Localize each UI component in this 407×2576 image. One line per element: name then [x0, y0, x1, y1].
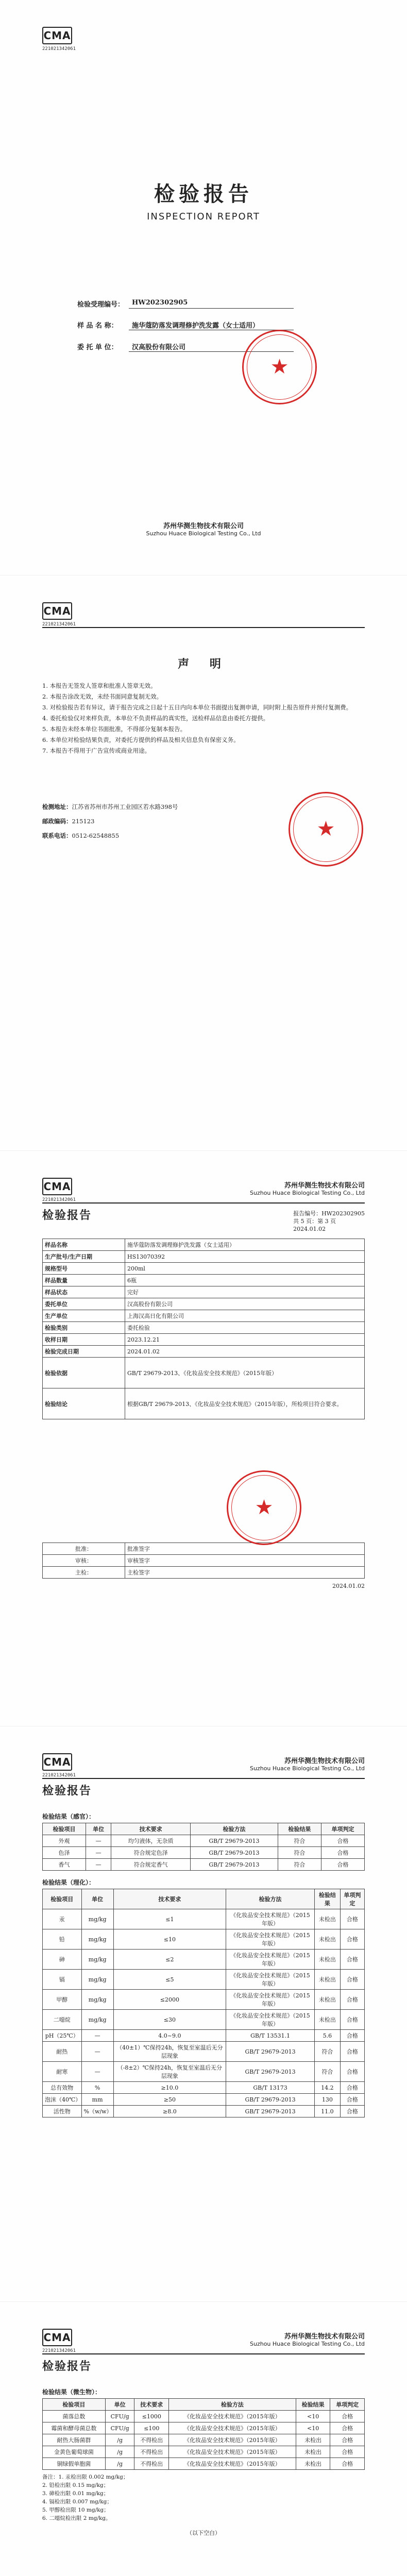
table-cell: 《化妆品安全技术规范》（2015年版） [169, 2446, 296, 2458]
micro-heading: 检验结果（微生物）： [42, 2388, 101, 2396]
column-header: 单项判定 [340, 1889, 364, 1909]
table-cell: ≤1 [113, 1909, 226, 1929]
cma-code: 221021342061 [42, 2348, 76, 2353]
info-key: 样品名称 [43, 1239, 125, 1251]
cover-title: 检验报告 [154, 182, 253, 206]
column-header: 检验方法 [226, 1889, 315, 1909]
table-cell: 合格 [340, 2010, 364, 2030]
column-header: 单项判定 [330, 2399, 365, 2411]
info-value: 6瓶 [125, 1275, 365, 1286]
report-heading [42, 1782, 365, 1799]
info-value: 汉高股份有限公司 [125, 1298, 365, 1310]
cma-logo: C MA [42, 27, 72, 44]
info-value: 2023.12.21 [125, 1334, 365, 1346]
cma-logo: C MA [42, 2329, 72, 2346]
table-row [43, 1990, 365, 2010]
table-cell: 4.0~9.0 [113, 2030, 226, 2042]
table-cell: 合格 [330, 2434, 365, 2446]
table-cell: ≥50 [113, 2094, 226, 2106]
info-row [43, 1298, 365, 1310]
note-line: 4. 镉检出限 0.007 mg/kg； [42, 2499, 112, 2505]
table-row [43, 2422, 365, 2434]
cover-field-label: 样 品 名 称： [77, 322, 118, 330]
table-row [43, 1929, 365, 1950]
cover-field-value: 汉高股份有限公司 [129, 342, 294, 352]
table-cell: 活性物 [43, 2106, 82, 2117]
table-cell: ≤2 [113, 1950, 226, 1970]
info-value: 施华蔻防落发调理修护洗发露（女士适用） [125, 1239, 365, 1251]
table-cell: — [81, 2062, 113, 2082]
note-line: 5. 甲醇检出限 10 mg/kg； [42, 2507, 109, 2513]
table-cell: mg/kg [81, 2010, 113, 2030]
table-cell: 总有效物 [43, 2082, 82, 2094]
cma-logo: C MA [42, 1178, 72, 1195]
table-row [43, 1859, 365, 1871]
info-key: 样品数量 [43, 1275, 125, 1286]
info-row [43, 1286, 365, 1298]
results-page-1 [0, 1726, 407, 2302]
header-rule [42, 627, 365, 628]
statement-item: 3. 对检验报告若有异议，请于报告完成之日起十五日内向本单位书面提出复测申请，同时附上报告原件并预付复测费。 [42, 704, 352, 711]
sensory-table [42, 1823, 365, 1871]
statement-list [42, 681, 365, 757]
table-row [43, 1970, 365, 1990]
note-line: 6. 二噁烷检出限 2 mg/kg。 [42, 2515, 111, 2521]
table-cell: 符合规定香气 [111, 1859, 191, 1871]
cover-subtitle: INSPECTION REPORT [147, 211, 260, 222]
statement-contact [42, 802, 278, 845]
table-cell: 未检出 [296, 2434, 330, 2446]
table-cell: 耐寒 [43, 2062, 82, 2082]
table-cell: GB/T 29679-2013 [191, 1847, 278, 1859]
table-cell: （-8±2）℃保持24h，恢复至室温后无分层现象 [113, 2062, 226, 2082]
table-cell: 合格 [330, 2411, 365, 2422]
table-cell: 均匀液体，无杂质 [111, 1835, 191, 1847]
table-cell: 未检出 [315, 1990, 341, 2010]
table-cell: 菌落总数 [43, 2411, 106, 2422]
table-row [43, 2094, 365, 2106]
inspection-seal [289, 792, 363, 867]
info-value: 委托检验 [125, 1322, 365, 1334]
table-cell: 汞 [43, 1909, 82, 1929]
table-cell: % [81, 2082, 113, 2094]
table-cell: 《化妆品安全技术规范》（2015年版） [169, 2434, 296, 2446]
cma-code: 221021342061 [42, 1197, 76, 1202]
report-info-table [42, 1239, 365, 1419]
signer-row: 审核： 审核签字 [43, 1555, 365, 1567]
table-cell: 合格 [321, 1835, 364, 1847]
table-cell: 《化妆品安全技术规范》（2015年版） [226, 1970, 315, 1990]
table-cell: ≤10 [113, 1929, 226, 1950]
table-row [43, 2030, 365, 2042]
signature-area [42, 1543, 365, 1589]
table-cell: 合格 [340, 1990, 364, 2010]
table-cell: GB/T 29679-2013 [226, 2106, 315, 2117]
column-header: 检验结果 [315, 1889, 341, 1909]
info-row [43, 1388, 365, 1419]
info-row [43, 1358, 365, 1388]
cover-field-row [77, 299, 294, 309]
table-cell: 不得检出 [134, 2446, 169, 2458]
table-cell: 耐热 [43, 2042, 82, 2062]
table-cell: GB/T 29679-2013 [191, 1835, 278, 1847]
table-row [43, 1835, 365, 1847]
cma-mark [42, 2329, 99, 2353]
info-key: 生产单位 [43, 1310, 125, 1322]
table-cell: 泡沫（40℃） [43, 2094, 82, 2106]
table-cell: — [86, 1847, 111, 1859]
info-key: 规格型号 [43, 1263, 125, 1275]
table-cell: 铜绿假单胞菌 [43, 2458, 106, 2470]
info-row [43, 1322, 365, 1334]
cover-field-row [77, 320, 294, 330]
info-value: 完好 [125, 1286, 365, 1298]
table-cell: %（w/w） [81, 2106, 113, 2117]
note-line: 3. 砷检出限 0.01 mg/kg； [42, 2490, 109, 2497]
signer-row: 主检： 主检签字 [43, 1567, 365, 1579]
info-row [43, 1310, 365, 1322]
info-value: GB/T 29679-2013、《化妆品安全技术规范》（2015年版） [125, 1358, 365, 1388]
table-cell: 合格 [340, 2094, 364, 2106]
table-cell: 合格 [321, 1859, 364, 1871]
lab-header: 苏州华测生物技术有限公司 Suzhou Huace Biological Testing Co., Ltd [250, 1757, 365, 1772]
table-cell: 符合规定色泽 [111, 1847, 191, 1859]
table-cell: 《化妆品安全技术规范》（2015年版） [169, 2458, 296, 2470]
inspection-seal [242, 330, 317, 404]
table-cell: 合格 [340, 2030, 364, 2042]
table-row [43, 1909, 365, 1929]
table-cell: 香气 [43, 1859, 86, 1871]
cover-footer [0, 520, 407, 537]
signer-row: 批准： 批准签字 [43, 1543, 365, 1555]
table-cell: ≤30 [113, 2010, 226, 2030]
info-value: 200ml [125, 1263, 365, 1275]
lab-header: 苏州华测生物技术有限公司 Suzhou Huace Biological Testing Co., Ltd [250, 2333, 365, 2347]
table-cell: ≥8.0 [113, 2106, 226, 2117]
statement-item: 2. 本报告涂改无效，未经书面同意复制无效。 [42, 693, 163, 700]
table-cell: 合格 [330, 2446, 365, 2458]
table-cell: 14.2 [315, 2082, 341, 2094]
table-cell: CFU/g [105, 2422, 134, 2434]
table-cell: 合格 [340, 2106, 364, 2117]
table-cell: 符合 [278, 1859, 321, 1871]
table-cell: /g [105, 2434, 134, 2446]
table-row [43, 1950, 365, 1970]
column-header: 检验方法 [169, 2399, 296, 2411]
table-cell: 未检出 [296, 2446, 330, 2458]
header-rule [42, 1778, 365, 1779]
table-row [43, 2458, 365, 2470]
report-title: 检验报告 [42, 1209, 92, 1222]
table-cell: 合格 [321, 1847, 364, 1859]
table-cell: 《化妆品安全技术规范》（2015年版） [169, 2422, 296, 2434]
table-cell: mm [81, 2094, 113, 2106]
info-key: 生产批号/生产日期 [43, 1251, 125, 1263]
table-cell: GB/T 13173 [226, 2082, 315, 2094]
table-row [43, 1847, 365, 1859]
sensory-heading: 检验结果（感官）： [42, 1813, 95, 1820]
header-rule [42, 2353, 365, 2354]
table-cell: ≤5 [113, 1970, 226, 1990]
table-cell: 合格 [340, 2042, 364, 2062]
table-cell: （40±1）℃保持24h，恢复至室温后无分层现象 [113, 2042, 226, 2062]
table-cell: 镉 [43, 1970, 82, 1990]
info-row [43, 1239, 365, 1251]
cover-field-label: 委 托 单 位： [77, 344, 118, 351]
cover-field-label: 检验受理编号： [77, 301, 125, 309]
seal-star-icon: ★ [316, 817, 335, 841]
column-header: 检验结果 [278, 1823, 321, 1835]
cma-mark [42, 602, 99, 627]
lab-header: 苏州华测生物技术有限公司 Suzhou Huace Biological Testing Co., Ltd [250, 1182, 365, 1196]
table-cell: 未检出 [315, 1929, 341, 1950]
table-cell: 甲醇 [43, 1990, 82, 2010]
info-row [43, 1251, 365, 1263]
table-cell: 金黄色葡萄球菌 [43, 2446, 106, 2458]
table-cell: 合格 [340, 2082, 364, 2094]
info-key: 样品状态 [43, 1286, 125, 1298]
table-cell: 二噁烷 [43, 2010, 82, 2030]
table-cell: ≥10.0 [113, 2082, 226, 2094]
report-heading [42, 2358, 365, 2375]
table-cell: 霉菌和酵母菌总数 [43, 2422, 106, 2434]
statement-item: 6. 本单位对检验结果负责，对委托方提供的样品及相关信息负有保密义务。 [42, 736, 240, 743]
table-cell: 《化妆品安全技术规范》（2015年版） [226, 1990, 315, 2010]
column-header: 单项判定 [321, 1823, 364, 1835]
table-row [43, 2411, 365, 2422]
seal-star-icon: ★ [270, 355, 289, 379]
table-cell: 合格 [340, 1950, 364, 1970]
info-key: 检验类别 [43, 1322, 125, 1334]
table-cell: 合格 [340, 1929, 364, 1950]
table-cell: 耐热大肠菌群 [43, 2434, 106, 2446]
cma-code: 221021342061 [42, 46, 76, 52]
table-cell: 砷 [43, 1950, 82, 1970]
table-cell: 合格 [330, 2458, 365, 2470]
sign-date: 2024.01.02 [332, 1583, 365, 1589]
table-cell: 合格 [340, 1909, 364, 1929]
micro-section [42, 2384, 365, 2537]
report-summary-page [0, 1151, 407, 1726]
table-row [43, 2062, 365, 2082]
info-row [43, 1263, 365, 1275]
physchem-table [42, 1889, 365, 2117]
contact-row: 检测地址：江苏省苏州市苏州工业园区若水路398号 [42, 803, 178, 810]
table-cell: 铅 [43, 1929, 82, 1950]
table-cell: 《化妆品安全技术规范》（2015年版） [226, 1929, 315, 1950]
info-value: 2024.01.02 [125, 1346, 365, 1358]
report-cover-page [0, 0, 407, 575]
table-cell: GB/T 29679-2013 [226, 2094, 315, 2106]
info-value: 上海汉高日化有限公司 [125, 1310, 365, 1322]
table-cell: GB/T 29679-2013 [226, 2062, 315, 2082]
table-cell: 未检出 [315, 2010, 341, 2030]
info-key: 检验结论 [43, 1388, 125, 1419]
column-header: 技术要求 [134, 2399, 169, 2411]
info-row [43, 1275, 365, 1286]
statement-item: 4. 委托检验仅对来样负责，本单位不负责样品的真实性，送检样品信息由委托方提供。 [42, 715, 269, 722]
table-row [43, 2434, 365, 2446]
results-page-2 [0, 2302, 407, 2576]
column-header: 单位 [81, 1889, 113, 1909]
contact-row: 联系电话：0512-62548855 [42, 832, 120, 839]
contact-row: 邮政编码：215123 [42, 818, 95, 825]
table-cell: 外观 [43, 1835, 86, 1847]
table-cell: 未检出 [315, 1950, 341, 1970]
blank-below: （以下空白） [186, 2530, 221, 2536]
table-cell: GB/T 29679-2013 [191, 1859, 278, 1871]
table-row [43, 2446, 365, 2458]
info-value: HS13070392 [125, 1251, 365, 1263]
seal-star-icon: ★ [255, 1496, 274, 1519]
table-cell: — [86, 1835, 111, 1847]
table-row [43, 2082, 365, 2094]
cma-logo: C MA [42, 602, 72, 620]
table-cell: 符合 [315, 2062, 341, 2082]
table-cell: GB/T 13531.1 [226, 2030, 315, 2042]
column-header: 技术要求 [113, 1889, 226, 1909]
table-cell: mg/kg [81, 1909, 113, 1929]
cma-code: 221021342061 [42, 1773, 76, 1778]
table-cell: mg/kg [81, 1950, 113, 1970]
table-cell: 合格 [330, 2422, 365, 2434]
table-cell: 《化妆品安全技术规范》（2015年版） [226, 1950, 315, 1970]
column-header: 检验项目 [43, 1823, 86, 1835]
table-cell: 《化妆品安全技术规范》（2015年版） [169, 2411, 296, 2422]
table-cell: CFU/g [105, 2411, 134, 2422]
table-cell: 不得检出 [134, 2458, 169, 2470]
lab-name-en: Suzhou Huace Biological Testing Co., Ltd [146, 530, 261, 537]
info-row [43, 1334, 365, 1346]
table-cell: 合格 [340, 1970, 364, 1990]
info-value: 根据GB/T 29679-2013、《化妆品安全技术规范》（2015年版），所检项目符合要求。 [125, 1388, 365, 1419]
table-row [43, 2106, 365, 2117]
table-cell: /g [105, 2458, 134, 2470]
report-meta: 报告编号：HW202302905 共 5 页：第 3 页 2024.01.02 [293, 1210, 365, 1232]
report-title: 检验报告 [42, 1785, 92, 1798]
table-cell: 不得检出 [134, 2434, 169, 2446]
cover-field-value: 施华蔻防落发调理修护洗发露（女士适用） [129, 320, 294, 330]
column-header: 单位 [105, 2399, 134, 2411]
table-cell: 符合 [278, 1847, 321, 1859]
table-cell: 《化妆品安全技术规范》（2015年版） [226, 1909, 315, 1929]
table-cell: 《化妆品安全技术规范》（2015年版） [226, 2010, 315, 2030]
table-cell: 色泽 [43, 1847, 86, 1859]
table-cell: 未检出 [315, 1909, 341, 1929]
statement-title: 声 明 [178, 658, 229, 671]
table-cell: ≤1000 [134, 2411, 169, 2422]
info-key: 检验依据 [43, 1358, 125, 1388]
report-heading [42, 1207, 365, 1232]
cover-field-value: HW202302905 [129, 299, 294, 309]
micro-notes [42, 2473, 365, 2522]
column-header: 检验结果 [296, 2399, 330, 2411]
table-cell: <10 [296, 2422, 330, 2434]
report-title: 检验报告 [42, 2360, 92, 2373]
cma-code: 221021342061 [42, 622, 76, 627]
statement-item: 1. 本报告无签发人签章和批准人签章无效。 [42, 682, 157, 689]
table-row [43, 2010, 365, 2030]
table-cell: pH（25℃） [43, 2030, 82, 2042]
info-row [43, 1346, 365, 1358]
table-cell: GB/T 29679-2013 [226, 2042, 315, 2062]
table-cell: 合格 [340, 2062, 364, 2082]
column-header: 检验方法 [191, 1823, 278, 1835]
info-key: 收样日期 [43, 1334, 125, 1346]
table-cell: ≤2000 [113, 1990, 226, 2010]
note-line: 2. 铅检出限 0.15 mg/kg； [42, 2482, 109, 2488]
header-rule [42, 1202, 365, 1204]
table-cell: 未检出 [315, 1970, 341, 1990]
column-header: 技术要求 [111, 1823, 191, 1835]
table-cell: — [86, 1859, 111, 1871]
column-header: 单位 [86, 1823, 111, 1835]
statement-page [0, 575, 407, 1151]
cma-mark [42, 1178, 99, 1202]
table-cell: 符合 [278, 1835, 321, 1847]
table-cell: — [81, 2042, 113, 2062]
micro-table [42, 2398, 365, 2470]
table-row [43, 2042, 365, 2062]
table-cell: 符合 [315, 2042, 341, 2062]
cma-logo: C MA [42, 1753, 72, 1771]
info-key: 检验完成日期 [43, 1346, 125, 1358]
table-cell: mg/kg [81, 1929, 113, 1950]
table-cell: mg/kg [81, 1990, 113, 2010]
table-cell: /g [105, 2446, 134, 2458]
table-cell: mg/kg [81, 1970, 113, 1990]
table-cell: 5.6 [315, 2030, 341, 2042]
table-cell: 11.0 [315, 2106, 341, 2117]
table-cell: 未检出 [296, 2458, 330, 2470]
table-cell: 130 [315, 2094, 341, 2106]
table-cell: ≤100 [134, 2422, 169, 2434]
table-cell: <10 [296, 2411, 330, 2422]
cma-mark [42, 27, 99, 52]
cma-mark [42, 1753, 99, 1778]
statement-item: 7. 本报告不得用于广告宣传或商业用途。 [42, 747, 151, 754]
lab-name-cn: 苏州华测生物技术有限公司 [163, 522, 244, 530]
column-header: 检验项目 [43, 2399, 106, 2411]
table-cell: — [81, 2030, 113, 2042]
results-section [42, 1809, 365, 2117]
info-key: 委托单位 [43, 1298, 125, 1310]
inspection-seal [227, 1470, 301, 1545]
statement-item: 5. 本报告未经本单位书面批准，不得部分复制本报告。 [42, 725, 186, 733]
column-header: 检验项目 [43, 1889, 82, 1909]
physchem-heading: 检验结果（理化）： [42, 1879, 95, 1886]
note-line: 备注：1. 汞检出限 0.002 mg/kg； [42, 2474, 129, 2480]
